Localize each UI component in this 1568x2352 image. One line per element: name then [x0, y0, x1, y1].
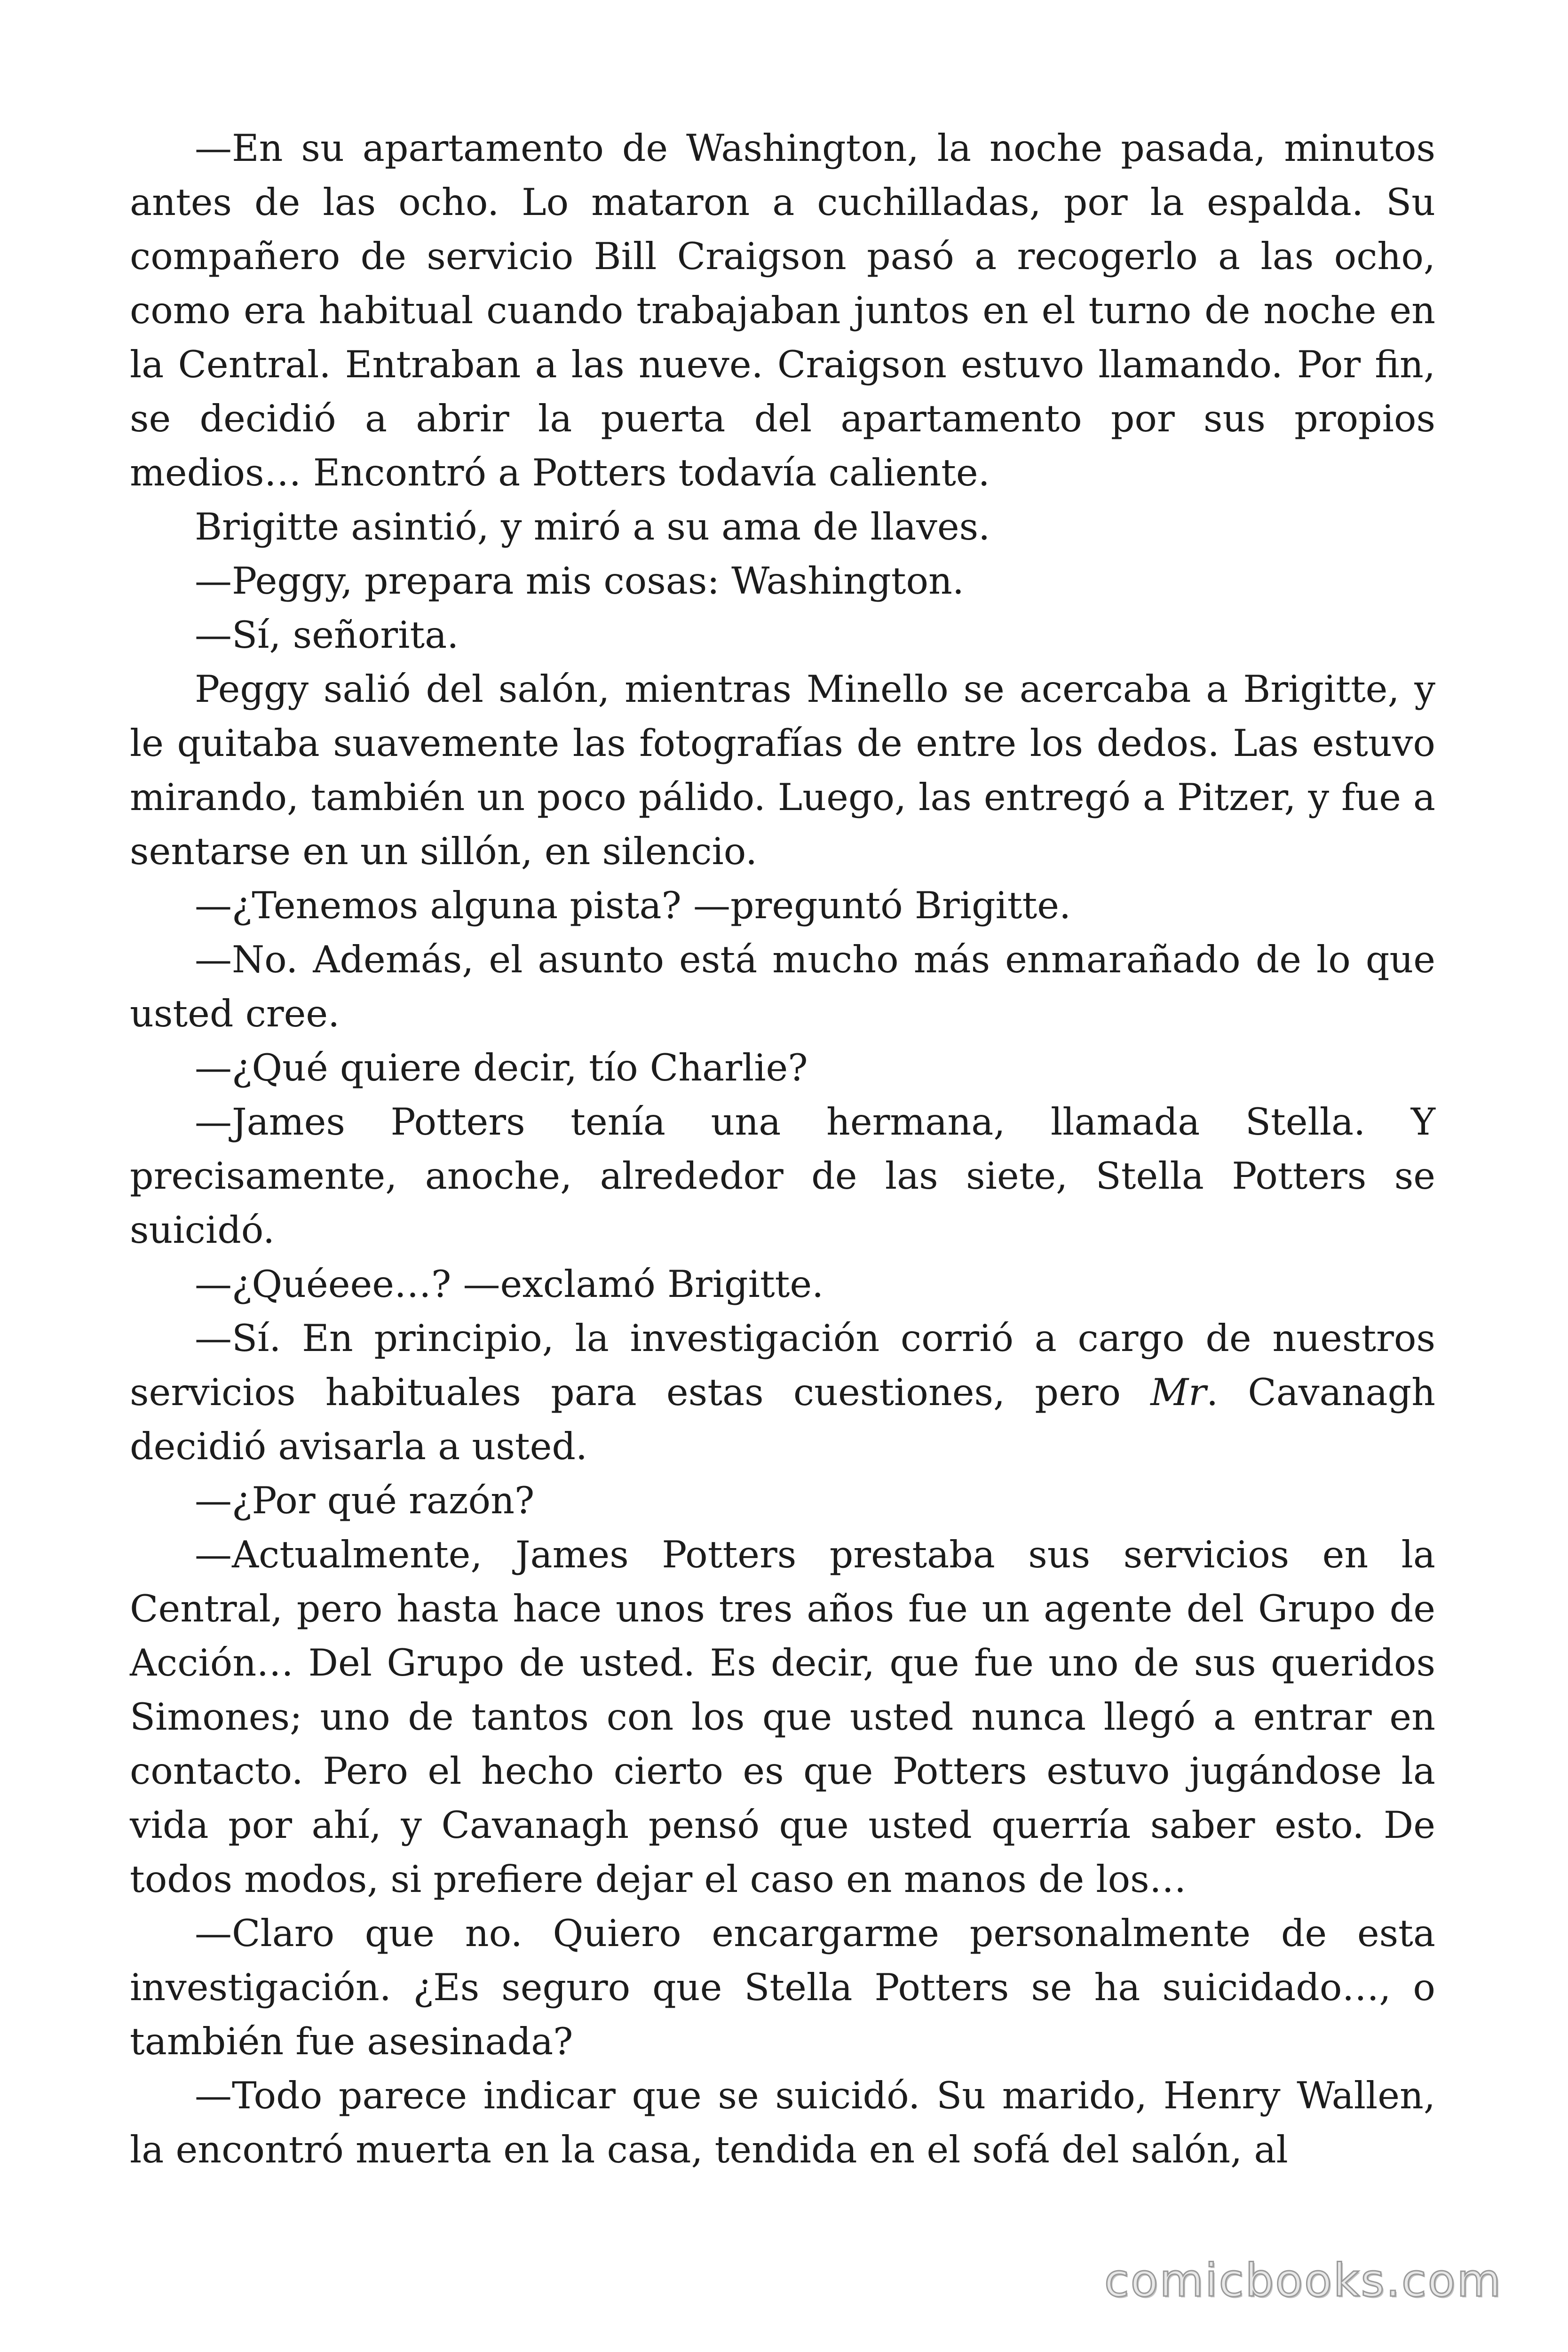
- book-page: [130, 121, 1435, 2177]
- watermark-logo: comicbooks.com: [1104, 2254, 1502, 2307]
- paragraph-12: —¿Por qué razón?: [195, 1479, 535, 1522]
- paragraph-8: —¿Qué quiere decir, tío Charlie?: [195, 1046, 808, 1089]
- paragraph-9: —James Potters tenía una hermana, llamada Stella. Y precisamente, anoche, alrededor de las siete, Stella Potters se suicidó.: [130, 1100, 1435, 1252]
- paragraph-3: —Peggy, prepara mis cosas: Washington.: [195, 559, 965, 603]
- paragraph-10: —¿Quéeee…? —exclamó Brigitte.: [195, 1263, 824, 1306]
- paragraph-11: [130, 1311, 1435, 1474]
- paragraph-5: Peggy salió del salón, mientras Minello se acercaba a Brigitte, y le quitaba suavemente las fotografías de entre los dedos. Las estuvo mirando, también un poco pálido. Luego, las entregó a Pitzer, y fue a sentarse en un sillón, en silencio.: [130, 667, 1435, 873]
- paragraph-11-after: . Cavanagh decidió avisarla a usted.: [130, 1371, 1435, 1468]
- paragraph-4: —Sí, señorita.: [195, 613, 459, 657]
- paragraph-11-italic: Mr: [1150, 1371, 1206, 1414]
- paragraph-11-before: —Sí. En principio, la investigación corrió a cargo de nuestros servicios habituales para estas cuestiones, pero: [130, 1317, 1435, 1414]
- paragraph-7: —No. Además, el asunto está mucho más enmarañado de lo que usted cree.: [130, 938, 1435, 1035]
- paragraph-6: —¿Tenemos alguna pista? —preguntó Brigitte.: [195, 884, 1071, 927]
- paragraph-2: Brigitte asintió, y miró a su ama de llaves.: [195, 505, 990, 548]
- paragraph-1: —En su apartamento de Washington, la noche pasada, minutos antes de las ocho. Lo mataron a cuchilladas, por la espalda. Su compañero de servicio Bill Craigson pasó a recogerlo a las ocho, como era habitual cuando trabajaban juntos en el turno de noche en la Central. Entraban a las nueve. Craigson estuvo llamando. Por fin, se decidió a abrir la puerta del apartamento por sus propios medios… Encontró a Potters todavía caliente.: [130, 127, 1435, 494]
- paragraph-15: —Todo parece indicar que se suicidó. Su marido, Henry Wallen, la encontró muerta en la casa, tendida en el sofá del salón, al: [130, 2074, 1435, 2171]
- paragraph-14: —Claro que no. Quiero encargarme personalmente de esta investigación. ¿Es seguro que Stella Potters se ha suicidado…, o también fue asesinada?: [130, 1912, 1435, 2063]
- paragraph-13: —Actualmente, James Potters prestaba sus servicios en la Central, pero hasta hace unos tres años fue un agente del Grupo de Acción… Del Grupo de usted. Es decir, que fue uno de sus queridos Simones; uno de tantos con los que usted nunca llegó a entrar en contacto. Pero el hecho cierto es que Potters estuvo jugándose la vida por ahí, y Cavanagh pensó que usted querría saber esto. De todos modos, si prefiere dejar el caso en manos de los…: [130, 1533, 1435, 1901]
